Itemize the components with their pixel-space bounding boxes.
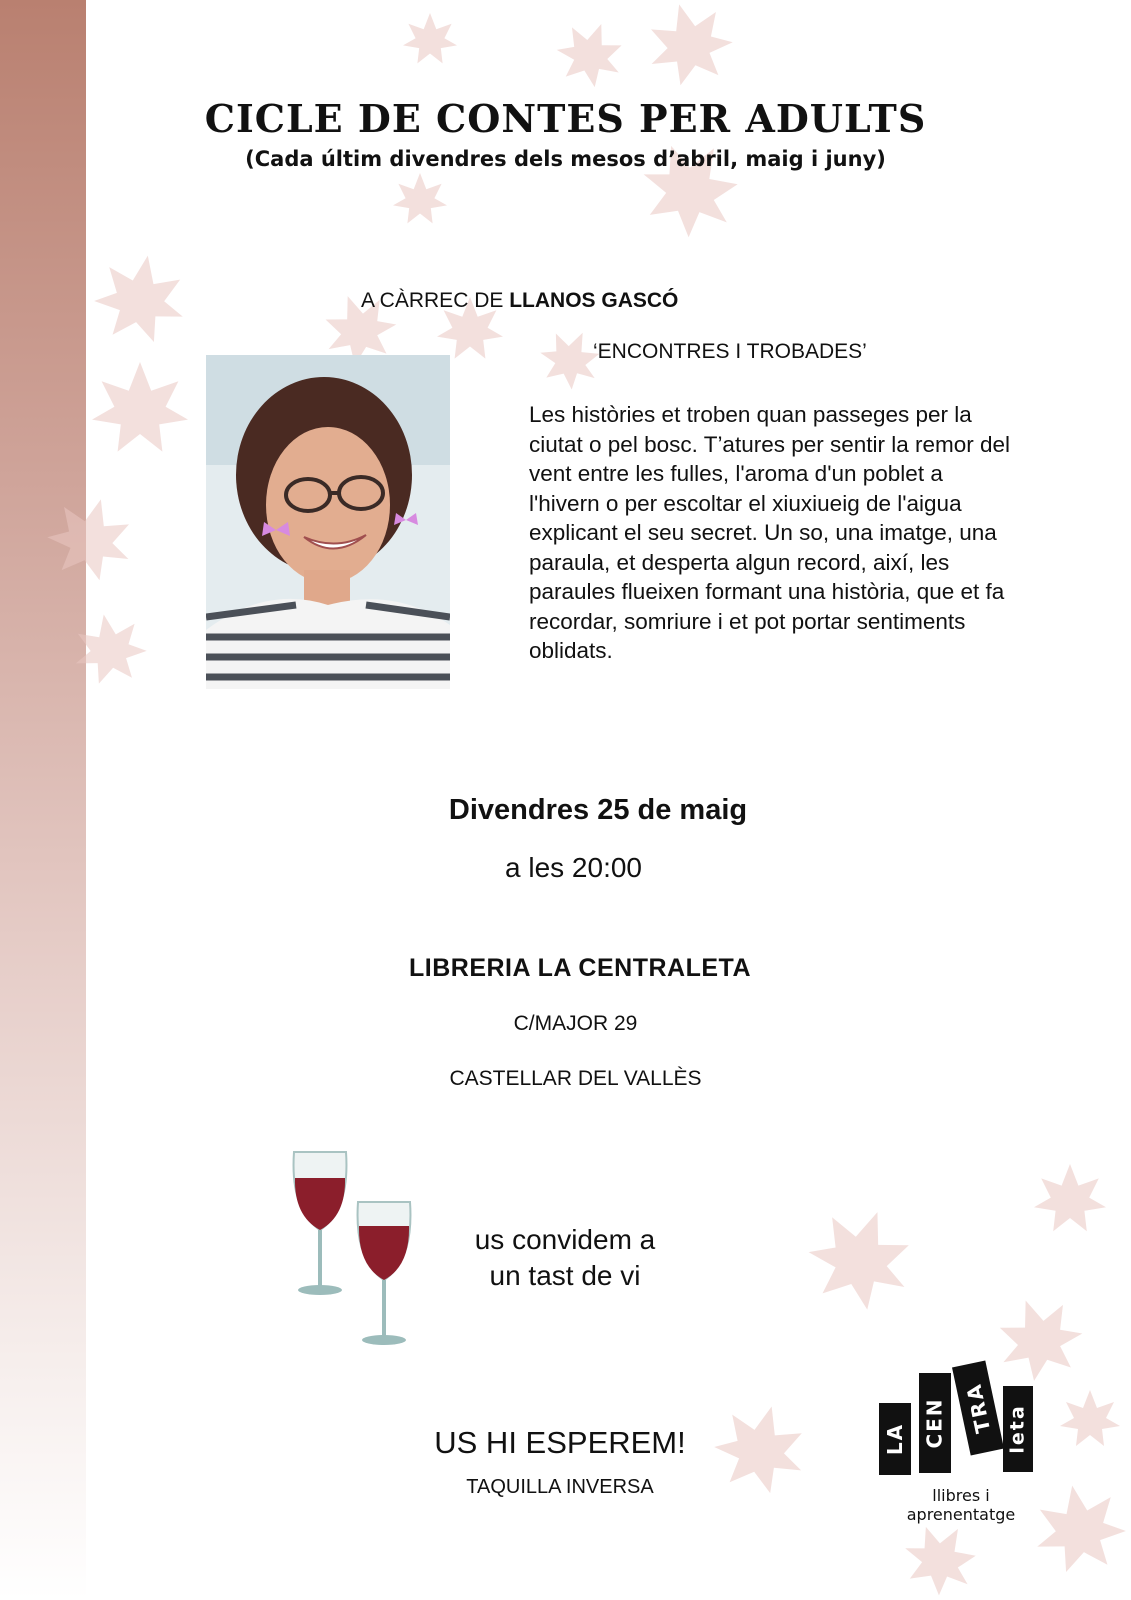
presenter-name: LLANOS GASCÓ [509, 289, 679, 312]
story-title: ‘ENCONTRES I TROBADES’ [593, 340, 867, 363]
poster-subtitle: (Cada últim divendres dels mesos d’abril, maig i juny) [245, 147, 886, 171]
venue-town: CASTELLAR DEL VALLÈS [449, 1067, 702, 1090]
logo-block-4: leta [1003, 1386, 1033, 1472]
logo-block-2: CEN [919, 1373, 951, 1473]
logo-block-3: TRA [952, 1360, 1004, 1455]
presenter-line [361, 289, 678, 313]
event-time: a les 20:00 [505, 852, 642, 883]
invite-line-1: us convidem a [474, 1224, 656, 1255]
venue-street: C/MAJOR 29 [513, 1012, 638, 1035]
venue-name: LIBRERIA LA CENTRALETA [409, 954, 751, 982]
wine-glass-icon [290, 1150, 430, 1350]
invite-line-2: un tast de vi [489, 1260, 641, 1291]
ticket-note: TAQUILLA INVERSA [466, 1476, 654, 1498]
wine-tasting-invite [440, 1222, 690, 1294]
presenter-prefix: A CÀRREC DE [361, 289, 504, 312]
logo-block-1: LA [879, 1403, 911, 1475]
story-description: Les històries et troben quan passeges per la ciutat o pel bosc. T’atures per sentir la remor del vent entre les fulles, l'aroma d'un poblet a l'hivern o per escoltar el xiuxiueig de l'aigua explicant el seu secret. Un so, una imatge, una paraula, et desperta algun record, així, les paraules flueixen formant una història, que et fa recordar, somriure i et pot portar sentiments oblidats. [529, 402, 1011, 663]
closing-message: US HI ESPEREM! [434, 1425, 686, 1460]
poster-title: CICLE DE CONTES PER ADULTS [204, 96, 927, 141]
presenter-photo [206, 355, 450, 689]
event-date: Divendres 25 de maig [448, 794, 748, 826]
logo-tagline: llibres i aprenentatge [906, 1486, 1016, 1524]
